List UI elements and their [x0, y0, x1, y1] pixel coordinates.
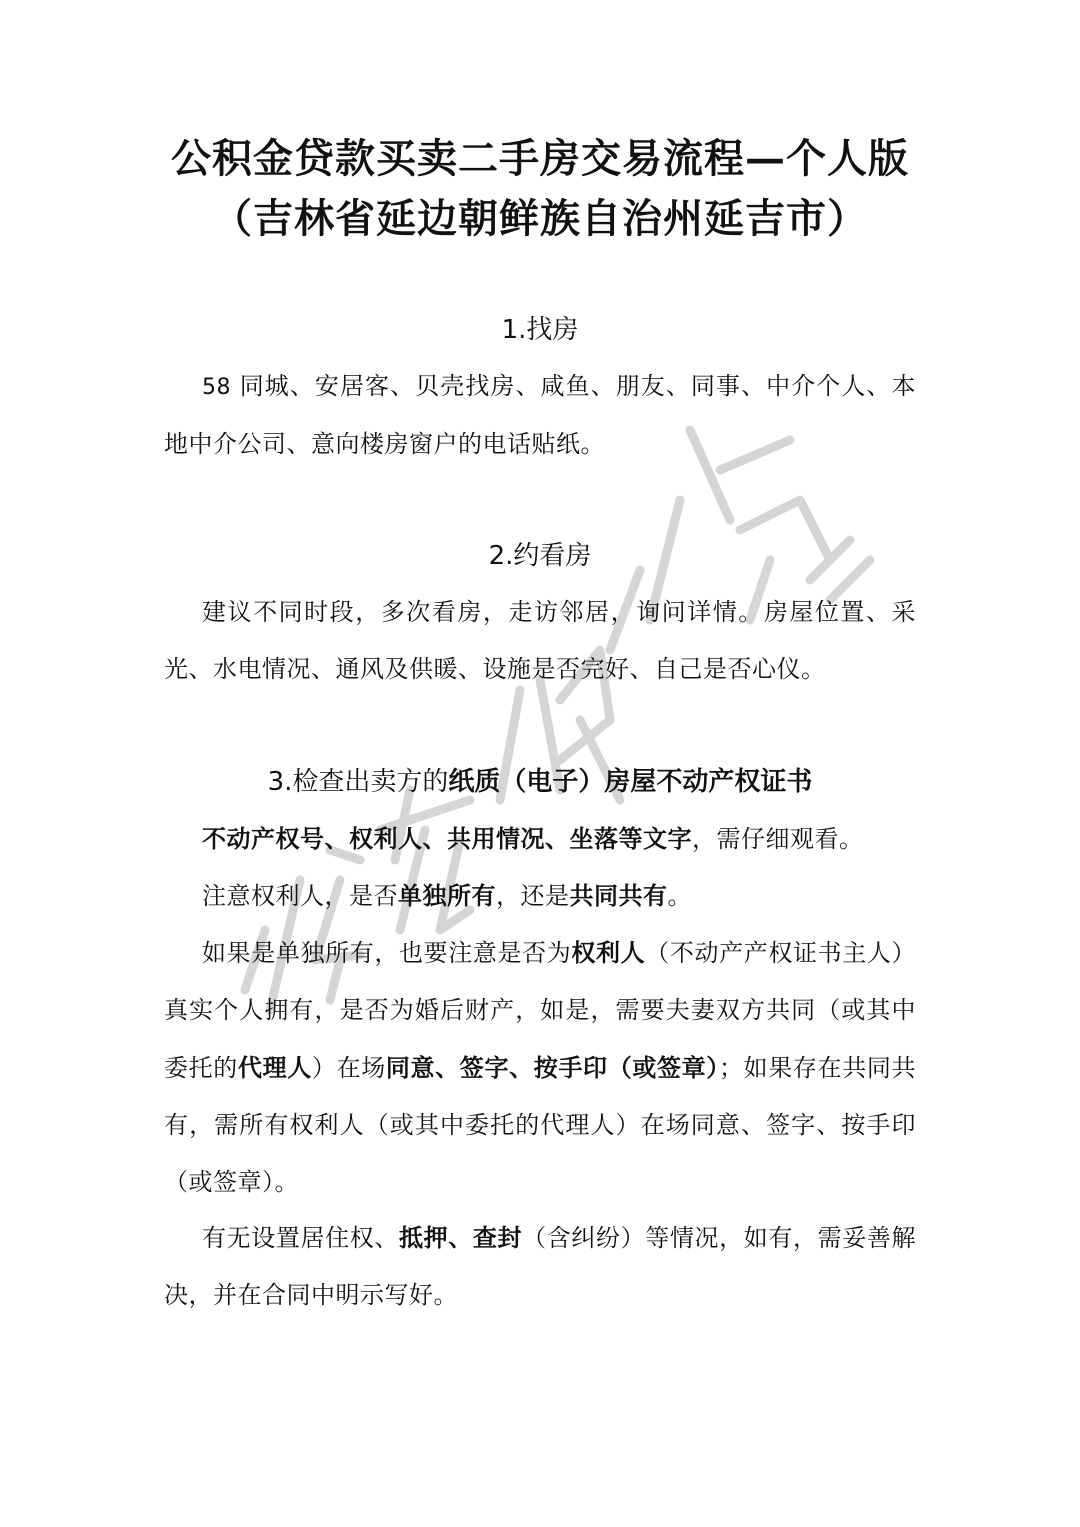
section-3-number: 3. [267, 767, 293, 797]
section-3-paragraph-3 [164, 924, 916, 1211]
s3p2-a: 注意权利人，是否 [202, 882, 398, 910]
s3p3-a: 如果是单独所有，也要注意是否为 [202, 939, 572, 967]
section-1-paragraph [164, 358, 916, 473]
s3p3-c: （不动产产权证书主人）真实个人拥有，是否为婚后财产，如是，需要夫妻双方共同（或其中委托的 [164, 939, 916, 1082]
section-1-text: 同城、安居客、贝壳找房、咸鱼、朋友、同事、中介个人、本地中介公司、意向楼房窗户的电话贴纸。 [164, 372, 916, 458]
section-3-paragraph-2 [164, 867, 916, 925]
section-1-heading [0, 310, 1080, 350]
section-1-title: 找房 [526, 315, 579, 345]
section-3-title-b: 纸质（电子）房屋不动产权证书 [448, 767, 813, 797]
s3p1-bold: 不动产权号、权利人、共用情况、坐落等文字 [202, 824, 692, 853]
section-3-paragraph-4 [164, 1209, 916, 1324]
s3p3-e: ）在场 [311, 1054, 386, 1082]
section-3-heading [0, 762, 1080, 802]
s3p3-b: 权利人 [571, 938, 646, 967]
section-2-text: 建议不同时段，多次看房，走访邻居，询问详情。房屋位置、采光、水电情况、通风及供暖、设施是否完好、自己是否心仪。 [164, 598, 916, 683]
section-2-heading [0, 536, 1080, 576]
s3p3-f: 同意、签字、按手印（或签章） [385, 1053, 719, 1082]
section-1-number: 1. [501, 315, 527, 345]
s3p2-c: ，还是 [496, 882, 570, 910]
s3p4-b: 抵押、查封 [399, 1223, 523, 1252]
s3p1-rest: ，需仔细观看。 [692, 825, 864, 853]
document-title-line2: （吉林省延边朝鲜族自治州延吉市） [212, 195, 868, 242]
s3p3-g: ；如果存在共同共有，需所有权利人（或其中委托的代理人）在场同意、签字、按手印（或签章）。 [164, 1054, 917, 1196]
s3p3-d: 代理人 [237, 1053, 312, 1082]
document-title-line1: 公积金贷款买卖二手房交易流程—个人版 [171, 135, 909, 182]
section-1-number-58: 58 [202, 375, 231, 400]
section-2-number: 2. [488, 541, 514, 571]
section-2-paragraph [164, 584, 916, 698]
section-3-paragraph-1 [164, 810, 916, 868]
s3p2-e: 。 [667, 882, 692, 910]
section-3-title-a: 检查出卖方的 [292, 767, 449, 797]
s3p2-d: 共同共有 [569, 881, 668, 910]
s3p4-a: 有无设置居住权、 [202, 1224, 399, 1252]
section-2-title: 约看房 [513, 541, 592, 571]
s3p4-c: （含纠纷）等情况，如有，需妥善解决，并在合同中明示写好。 [164, 1224, 916, 1309]
s3p2-b: 单独所有 [398, 881, 496, 910]
